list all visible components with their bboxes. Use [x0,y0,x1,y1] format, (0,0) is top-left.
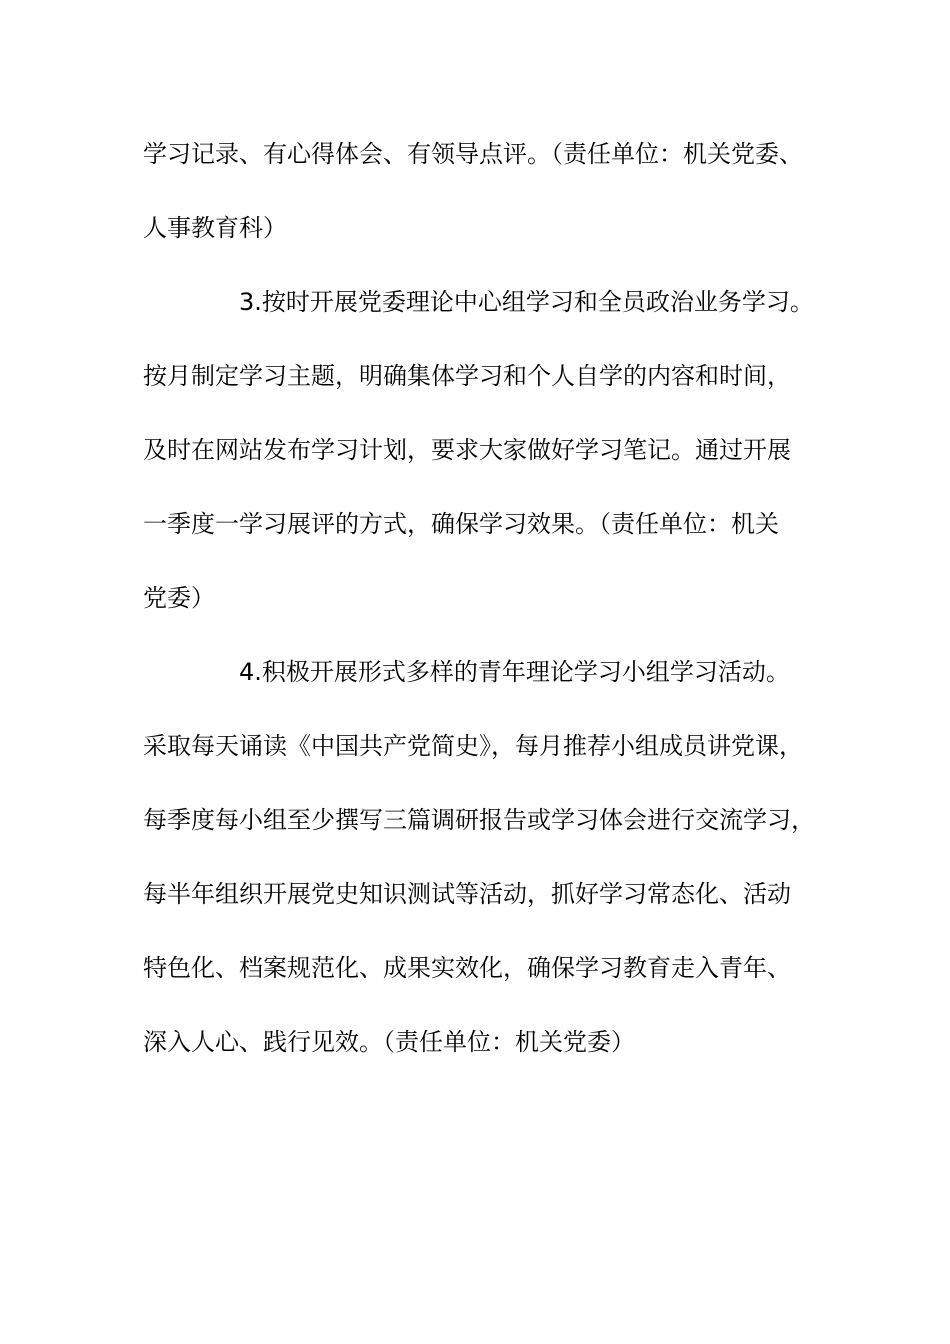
text-line: 深入人心、践行见效。（责任单位：机关党委） [143,1028,635,1056]
text-line: 采取每天诵读《中国共产党简史》，每月推荐小组成员讲党课， [143,732,803,760]
item-3-heading: 3.按时开展党委理论中心组学习和全员政治业务学习。 [239,288,814,316]
text-line: 人事教育科） [143,214,287,242]
item-4-heading: 4.积极开展形式多样的青年理论学习小组学习活动。 [239,658,790,686]
text-line: 学习记录、有心得体会、有领导点评。（责任单位：机关党委、 [143,140,803,168]
text-line: 每半年组织开展党史知识测试等活动，抓好学习常态化、活动 [143,880,791,908]
text-line: 按月制定学习主题，明确集体学习和个人自学的内容和时间， [143,362,791,390]
text-line: 一季度一学习展评的方式，确保学习效果。（责任单位：机关 [143,510,779,538]
document-body [143,122,813,1084]
text-line: 及时在网站发布学习计划，要求大家做好学习笔记。通过开展 [143,436,791,464]
text-line: 每季度每小组至少撰写三篇调研报告或学习体会进行交流学习， [143,806,815,834]
text-line: 党委） [143,584,215,612]
text-line: 特色化、档案规范化、成果实效化，确保学习教育走入青年、 [143,954,791,982]
